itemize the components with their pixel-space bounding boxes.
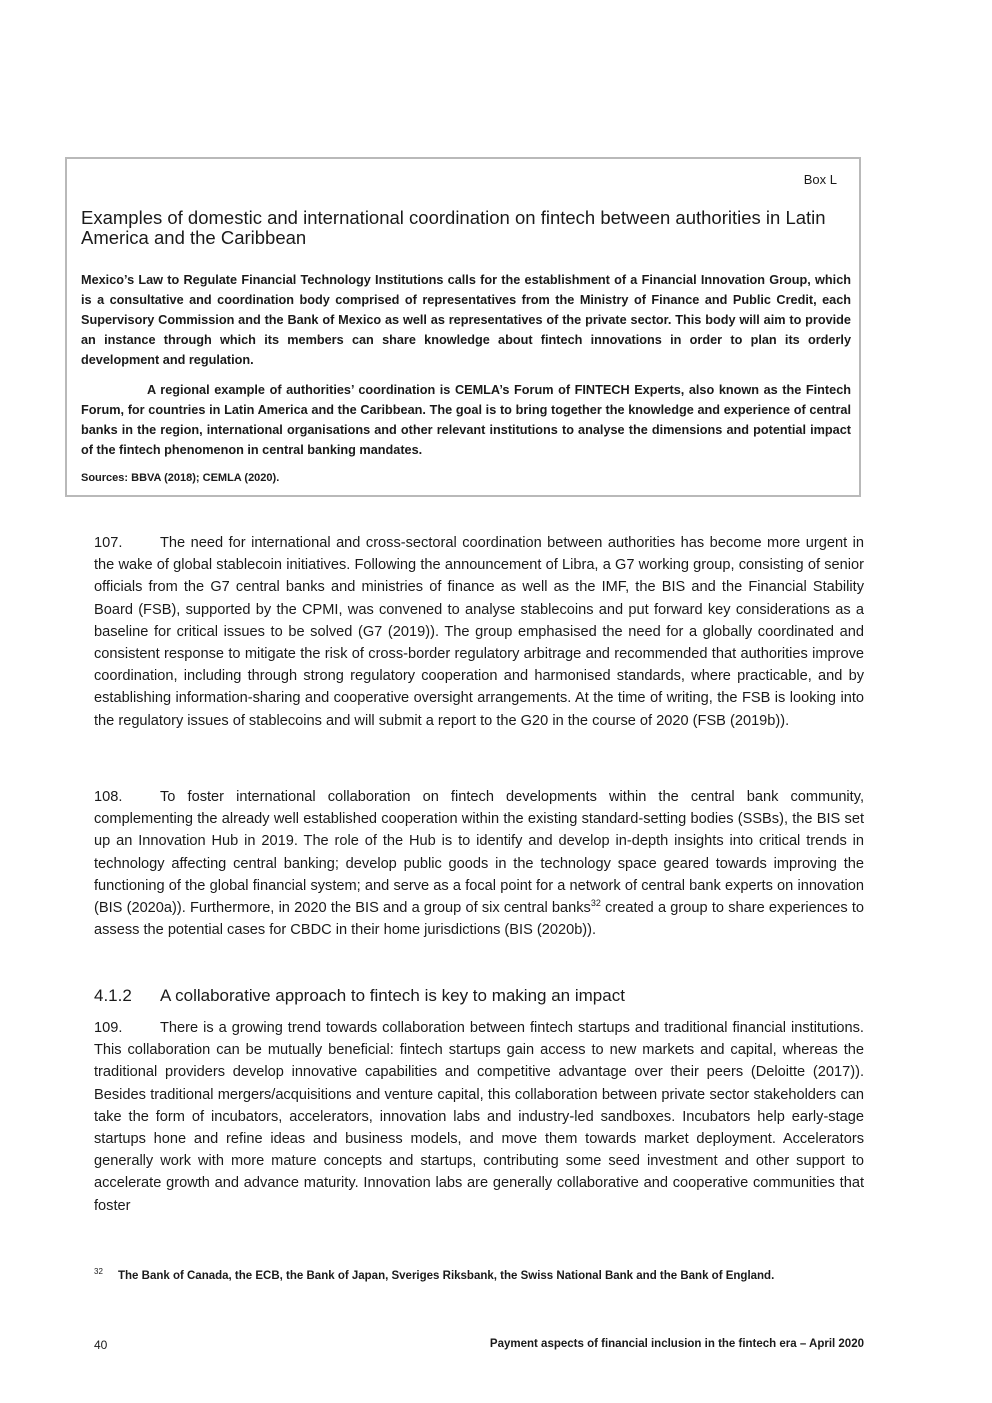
section-heading — [94, 984, 625, 1008]
footnote — [94, 1267, 774, 1282]
paragraph-number: 108. — [94, 789, 123, 805]
box-label: Box L — [803, 172, 837, 187]
section-number: 4.1.2 — [94, 986, 132, 1005]
footer-document-title: Payment aspects of financial inclusion in the fintech era – April 2020 — [489, 1338, 864, 1350]
footnote-reference[interactable]: 32 — [590, 898, 601, 909]
box-sources: Sources: BBVA (2018); CEMLA (2020). — [81, 472, 280, 484]
paragraph-number: 109. — [94, 1020, 123, 1036]
page-number: 40 — [94, 1338, 108, 1352]
paragraph-text: To foster international collaboration on fintech developments within the central bank community, complementing the already well established cooperation within the existing standard-setting bodies (SSBs), the BIS set up an Innovation Hub in 2019. The role of the Hub is to identify and develop in-depth insights into critical trends in technology affecting central banking; develop public goods in the technology space geared towards improving the functioning of the global financial system; and serve as a focal point for a network of central bank experts on innovation (BIS (2020a)). Furthermore, in 2020 the BIS and a group of six central banks — [94, 789, 864, 917]
section-title: A collaborative approach to fintech is key to making an impact — [160, 986, 625, 1005]
box-paragraph-cemla: A regional example of authorities’ coordination is CEMLA’s Forum of FINTECH Experts, also known as the Fintech Forum, for countries in Latin America and the Caribbean. The goal is to bring together the knowledge and experience of central banks in the region, international organisations and other relevant institutions to analyse the dimensions and potential impact of the fintech phenomenon in central banking mandates. — [81, 383, 851, 457]
box-l — [65, 157, 861, 497]
footnote-text: The Bank of Canada, the ECB, the Bank of Japan, Sveriges Riksbank, the Swiss National Bank and the Bank of England. — [118, 1269, 775, 1282]
paragraph-text: The need for international and cross-sectoral coordination between authorities has become more urgent in the wake of global stablecoin initiatives. Following the announcement of Libra, a G7 working group, consisting of senior officials from the G7 central banks and ministries of finance as well as the IMF, the BIS and the Financial Stability Board (FSB), supported by the CPMI, was convened to analyse stablecoins and put forward key considerations as a baseline for critical issues to be solved (G7 (2019)). The group emphasised the need for a globally coordinated and consistent response to mitigate the risk of cross-border regulatory arbitrage and recommended that authorities improve coordination, including through strong regulatory cooperation and harmonised standards, where practicable, and by establishing information-sharing and cooperative oversight arrangements. At the time of writing, the FSB is looking into the regulatory issues of stablecoins and will submit a report to the G20 in the course of 2020 (FSB (2019b)). — [94, 535, 864, 729]
paragraph-108 — [94, 786, 864, 941]
box-paragraph-mexico: Mexico’s Law to Regulate Financial Technology Institutions calls for the establishment of a Financial Innovation Group, which is a consultative and coordination body comprised of representatives from the Ministry of Finance and Public Credit, each Supervisory Commission and the Bank of Mexico as well as representatives of the private sector. This body will aim to provide an instance through which its members can share knowledge about fintech innovations in order to plan its orderly development and regulation. — [81, 273, 851, 367]
paragraph-109 — [94, 1017, 864, 1217]
box-title: Examples of domestic and international coordination on fintech between authorities in Latin America and the Caribbean — [81, 207, 826, 248]
paragraph-107 — [94, 532, 864, 732]
footnote-mark: 32 — [94, 1267, 103, 1276]
paragraph-number: 107. — [94, 535, 123, 551]
paragraph-text-continued: created a group to share experiences to assess the potential cases for CBDC in their home jurisdictions (BIS (2020b)). — [94, 900, 865, 939]
paragraph-text: There is a growing trend towards collaboration between fintech startups and traditional financial institutions. This collaboration can be mutually beneficial: fintech startups gain access to new markets and capital, whereas the traditional providers develop innovative capabilities and competitive advantage over their peers (Deloitte (2017)). Besides traditional mergers/acquisitions and venture capital, this collaboration between private sector stakeholders can take the form of incubators, accelerators, innovation labs and industry-led sandboxes. Incubators help early-stage startups hone and refine ideas and business models, and move them towards market deployment. Accelerators generally work with more mature concepts and startups, contributing some seed investment and other support to accelerate growth and advance maturity. Innovation labs are generally collaborative and cooperative communities that foster — [94, 1020, 864, 1214]
